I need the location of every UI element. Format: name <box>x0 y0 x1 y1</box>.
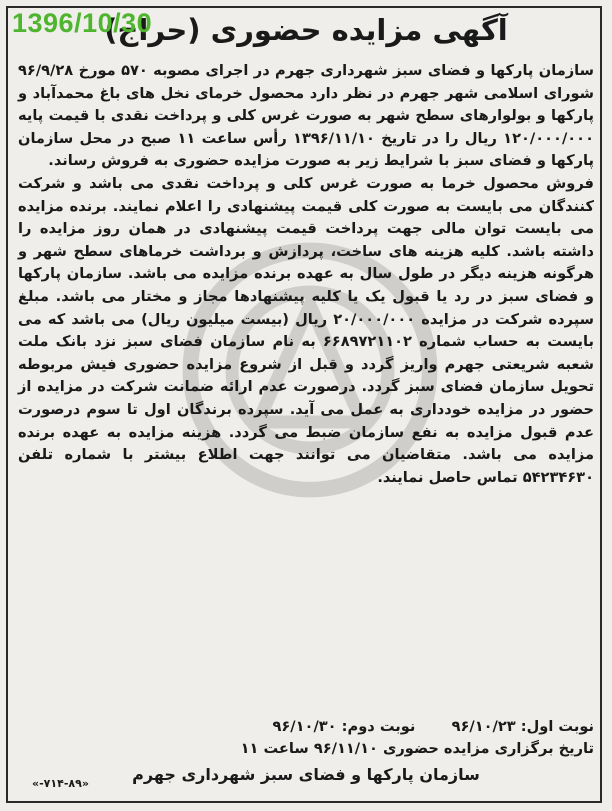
notice-paragraph: فروش محصول خرما به صورت غرس کلی و پرداخت نقدی می باشد و شرکت کنندگان می بایست به صورت کلی قیمت پیشنهادی را اعلام نمایند. برنده مزایده می بایست توان مالی جهت پرداخت قیمت پیشنهادی در همان روز مزایده را داشته باشد. کلیه هزینه های ساخت، پردازش و برداشت خرماهای سطح شهر و هرگونه هزینه دیگر در طول سال به عهده برنده مزایده می باشد. سازمان پارکها و فضای سبز در رد یا قبول یک یا کلیه پیشنهادها مجاز و مختار می باشد. مبلغ سپرده شرکت در مزایده ۲۰/۰۰۰/۰۰۰ ریال (بیست میلیون ریال) می باشد که می بایست به حساب شماره ۶۶۸۹۷۲۱۱۰۲ به نام سازمان فضای سبز نزد بانک ملت شعبه شریعتی جهرم واریز گردد و قبل از شروع مزایده حضوری فیش مربوطه تحویل سازمان فضای سبز گردد. درصورت عدم ارائه ضمانت شرکت در مزایده از حضور در مزایده خودداری به عمل می آید. سپرده برندگان اول تا سوم درصورت عدم قبول مزایده به نفع سازمان ضبط می گردد. هزینه مزایده به عهده برنده مزایده می باشد. متقاضیان می توانند جهت اطلاع بیشتر با شماره تلفن ۵۴۲۳۴۶۳۰ تماس حاصل نمایند. <box>18 174 594 486</box>
schedule-second-round: نوبت دوم: ۹۶/۱۰/۳۰ <box>272 718 416 735</box>
schedule-auction-date: تاریخ برگزاری مزایده حضوری ۹۶/۱۱/۱۰ ساعت ۱۱ <box>240 740 594 758</box>
schedule-line-rounds <box>18 716 594 738</box>
notice-paragraph: سازمان پارکها و فضای سبز شهرداری جهرم در اجرای مصوبه ۵۷۰ مورخ ۹۶/۹/۲۸ شورای اسلامی شهر جهرم در نظر دارد محصول خرمای نخل های باغ محمدآباد و پارکها و بولوارهای سطح شهر به صورت غرس کلی و پرداخت نقدی با قیمت پایه ۱۲۰/۰۰۰/۰۰۰ ریال را در تاریخ ۱۳۹۶/۱۱/۱۰ رأس ساعت ۱۱ صبح در محل سازمان پارکها و فضای سبز با شرایط زیر به صورت مزایده حضوری به فروش رساند. <box>18 62 594 170</box>
date-stamp: 1396/10/30 <box>12 8 153 38</box>
signature-organization: سازمان پارکها و فضای سبز شهرداری جهرم <box>132 765 480 784</box>
notice-body <box>18 60 594 489</box>
schedule <box>18 716 594 761</box>
schedule-first-round: نوبت اول: ۹۶/۱۰/۲۳ <box>451 718 594 735</box>
notice-title: آگهی مزایده حضوری (حراج) <box>104 13 508 47</box>
reference-code: «۷۱۴-۸۹-» <box>32 777 89 790</box>
